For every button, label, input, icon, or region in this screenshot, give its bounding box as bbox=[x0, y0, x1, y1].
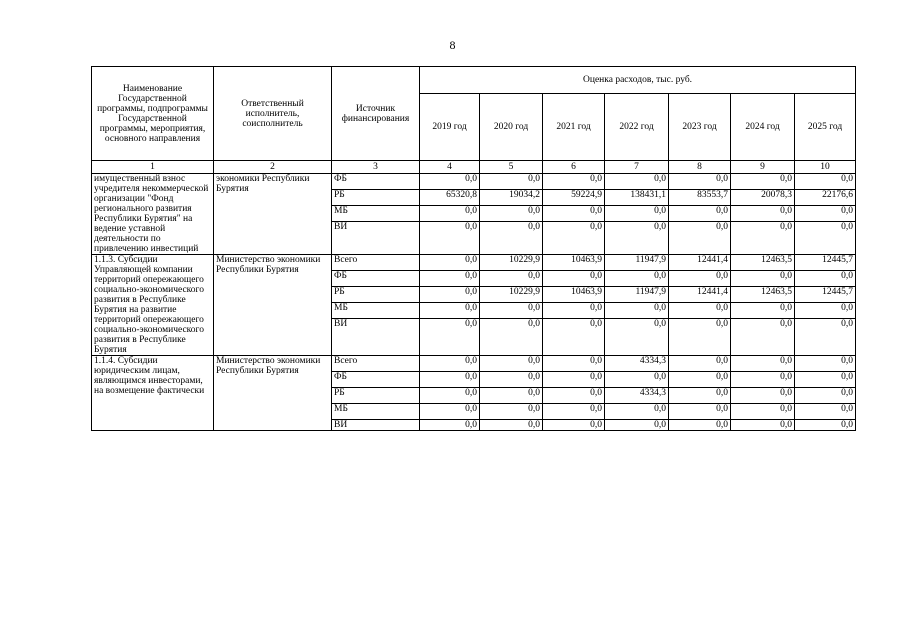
amount-cell: 0,0 bbox=[605, 404, 669, 420]
column-number: 2 bbox=[214, 161, 332, 174]
amount-cell: 0,0 bbox=[480, 372, 543, 388]
amount-cell: 0,0 bbox=[420, 271, 480, 287]
amount-cell: 0,0 bbox=[543, 356, 605, 372]
amount-cell: 19034,2 bbox=[480, 190, 543, 206]
page-number: 8 bbox=[449, 38, 456, 52]
header-expense-group: Оценка расходов, тыс. руб. bbox=[420, 67, 856, 94]
amount-cell: 0,0 bbox=[795, 372, 856, 388]
amount-cell: 0,0 bbox=[480, 388, 543, 404]
amount-cell: 0,0 bbox=[543, 271, 605, 287]
column-number: 1 bbox=[92, 161, 214, 174]
table-row bbox=[92, 174, 856, 190]
table-body bbox=[92, 174, 856, 431]
amount-cell: 0,0 bbox=[669, 404, 731, 420]
funding-source-cell: ФБ bbox=[332, 271, 420, 287]
amount-cell: 4334,3 bbox=[605, 388, 669, 404]
column-number: 7 bbox=[605, 161, 669, 174]
amount-cell: 0,0 bbox=[543, 174, 605, 190]
amount-cell: 0,0 bbox=[731, 319, 795, 356]
amount-cell: 0,0 bbox=[420, 372, 480, 388]
amount-cell: 0,0 bbox=[420, 174, 480, 190]
amount-cell: 0,0 bbox=[605, 319, 669, 356]
amount-cell: 12441,4 bbox=[669, 255, 731, 271]
amount-cell: 0,0 bbox=[480, 303, 543, 319]
funding-source-cell: ВИ bbox=[332, 222, 420, 255]
amount-cell: 0,0 bbox=[669, 372, 731, 388]
amount-cell: 0,0 bbox=[731, 206, 795, 222]
executor-cell: Министерство экономики Республики Бурятия bbox=[214, 356, 332, 431]
column-number: 4 bbox=[420, 161, 480, 174]
funding-source-cell: Всего bbox=[332, 356, 420, 372]
funding-source-cell: Всего bbox=[332, 255, 420, 271]
amount-cell: 10229,9 bbox=[480, 287, 543, 303]
amount-cell: 0,0 bbox=[420, 287, 480, 303]
column-number: 8 bbox=[669, 161, 731, 174]
amount-cell: 0,0 bbox=[731, 404, 795, 420]
amount-cell: 12441,4 bbox=[669, 287, 731, 303]
amount-cell: 0,0 bbox=[420, 388, 480, 404]
amount-cell: 20078,3 bbox=[731, 190, 795, 206]
amount-cell: 0,0 bbox=[731, 303, 795, 319]
measure-name-cell: 1.1.3. Субсидии Управляющей компании территорий опережающего социально-экономического развития в Республике Бурятия на развитие территорий опережающего социально-экономического развития в Республике Бурятия bbox=[92, 255, 214, 356]
amount-cell: 0,0 bbox=[605, 271, 669, 287]
amount-cell: 0,0 bbox=[420, 420, 480, 431]
amount-cell: 0,0 bbox=[795, 404, 856, 420]
amount-cell: 0,0 bbox=[669, 356, 731, 372]
amount-cell: 0,0 bbox=[795, 174, 856, 190]
amount-cell: 0,0 bbox=[669, 303, 731, 319]
amount-cell: 12445,7 bbox=[795, 287, 856, 303]
funding-source-cell: РБ bbox=[332, 190, 420, 206]
amount-cell: 0,0 bbox=[480, 404, 543, 420]
amount-cell: 0,0 bbox=[795, 303, 856, 319]
funding-source-cell: ВИ bbox=[332, 420, 420, 431]
amount-cell: 0,0 bbox=[731, 271, 795, 287]
header-year: 2021 год bbox=[543, 94, 605, 161]
amount-cell: 0,0 bbox=[543, 222, 605, 255]
header-year: 2019 год bbox=[420, 94, 480, 161]
amount-cell: 0,0 bbox=[795, 388, 856, 404]
amount-cell: 0,0 bbox=[543, 388, 605, 404]
amount-cell: 65320,8 bbox=[420, 190, 480, 206]
amount-cell: 0,0 bbox=[543, 303, 605, 319]
amount-cell: 0,0 bbox=[420, 404, 480, 420]
amount-cell: 11947,9 bbox=[605, 255, 669, 271]
amount-cell: 0,0 bbox=[543, 206, 605, 222]
amount-cell: 0,0 bbox=[543, 372, 605, 388]
column-number: 9 bbox=[731, 161, 795, 174]
funding-source-cell: МБ bbox=[332, 404, 420, 420]
amount-cell: 12463,5 bbox=[731, 287, 795, 303]
budget-table bbox=[91, 66, 856, 431]
amount-cell: 0,0 bbox=[731, 356, 795, 372]
amount-cell: 0,0 bbox=[669, 222, 731, 255]
column-numbers-row bbox=[92, 161, 856, 174]
header-year: 2022 год bbox=[605, 94, 669, 161]
amount-cell: 0,0 bbox=[669, 388, 731, 404]
amount-cell: 0,0 bbox=[795, 420, 856, 431]
amount-cell: 0,0 bbox=[420, 206, 480, 222]
executor-cell: Министерство экономики Республики Бурятия bbox=[214, 255, 332, 356]
amount-cell: 0,0 bbox=[795, 206, 856, 222]
amount-cell: 0,0 bbox=[669, 206, 731, 222]
amount-cell: 0,0 bbox=[420, 222, 480, 255]
header-executor: Ответственный исполнитель, соисполнитель bbox=[214, 67, 332, 161]
executor-cell: экономики Республики Бурятия bbox=[214, 174, 332, 255]
amount-cell: 0,0 bbox=[605, 222, 669, 255]
amount-cell: 0,0 bbox=[669, 174, 731, 190]
amount-cell: 12463,5 bbox=[731, 255, 795, 271]
header-name: Наименование Государственной программы, подпрограммы Государственной программы, мероприятия, основного направления bbox=[92, 67, 214, 161]
amount-cell: 0,0 bbox=[605, 303, 669, 319]
amount-cell: 0,0 bbox=[731, 174, 795, 190]
header-year: 2025 год bbox=[795, 94, 856, 161]
amount-cell: 59224,9 bbox=[543, 190, 605, 206]
funding-source-cell: ФБ bbox=[332, 372, 420, 388]
amount-cell: 0,0 bbox=[605, 206, 669, 222]
amount-cell: 0,0 bbox=[731, 388, 795, 404]
amount-cell: 0,0 bbox=[420, 356, 480, 372]
amount-cell: 0,0 bbox=[543, 319, 605, 356]
table-header bbox=[92, 67, 856, 174]
amount-cell: 0,0 bbox=[605, 420, 669, 431]
amount-cell: 0,0 bbox=[669, 319, 731, 356]
amount-cell: 0,0 bbox=[795, 222, 856, 255]
header-year: 2020 год bbox=[480, 94, 543, 161]
amount-cell: 22176,6 bbox=[795, 190, 856, 206]
column-number: 5 bbox=[480, 161, 543, 174]
amount-cell: 0,0 bbox=[420, 255, 480, 271]
amount-cell: 0,0 bbox=[480, 319, 543, 356]
measure-name-cell: имущественный взнос учредителя некоммерческой организации "Фонд регионального развития Республики Бурятия" на ведение уставной деятельности по привлечению инвестиций bbox=[92, 174, 214, 255]
funding-source-cell: МБ bbox=[332, 206, 420, 222]
amount-cell: 138431,1 bbox=[605, 190, 669, 206]
amount-cell: 4334,3 bbox=[605, 356, 669, 372]
amount-cell: 12445,7 bbox=[795, 255, 856, 271]
header-year: 2024 год bbox=[731, 94, 795, 161]
funding-source-cell: ФБ bbox=[332, 174, 420, 190]
amount-cell: 0,0 bbox=[480, 174, 543, 190]
amount-cell: 10463,9 bbox=[543, 287, 605, 303]
funding-source-cell: ВИ bbox=[332, 319, 420, 356]
column-number: 10 bbox=[795, 161, 856, 174]
header-source: Источник финансирования bbox=[332, 67, 420, 161]
amount-cell: 0,0 bbox=[480, 271, 543, 287]
amount-cell: 0,0 bbox=[420, 319, 480, 356]
column-number: 6 bbox=[543, 161, 605, 174]
amount-cell: 0,0 bbox=[795, 271, 856, 287]
measure-name-cell: 1.1.4. Субсидии юридическим лицам, являющимся инвесторами, на возмещение фактически bbox=[92, 356, 214, 431]
amount-cell: 0,0 bbox=[795, 319, 856, 356]
amount-cell: 10463,9 bbox=[543, 255, 605, 271]
amount-cell: 0,0 bbox=[543, 420, 605, 431]
column-number: 3 bbox=[332, 161, 420, 174]
table-row bbox=[92, 255, 856, 271]
funding-source-cell: РБ bbox=[332, 388, 420, 404]
amount-cell: 0,0 bbox=[480, 420, 543, 431]
amount-cell: 0,0 bbox=[480, 222, 543, 255]
amount-cell: 11947,9 bbox=[605, 287, 669, 303]
amount-cell: 0,0 bbox=[669, 420, 731, 431]
amount-cell: 0,0 bbox=[731, 372, 795, 388]
amount-cell: 0,0 bbox=[605, 372, 669, 388]
amount-cell: 0,0 bbox=[480, 206, 543, 222]
amount-cell: 0,0 bbox=[795, 356, 856, 372]
header-year: 2023 год bbox=[669, 94, 731, 161]
amount-cell: 83553,7 bbox=[669, 190, 731, 206]
amount-cell: 10229,9 bbox=[480, 255, 543, 271]
amount-cell: 0,0 bbox=[669, 271, 731, 287]
funding-source-cell: РБ bbox=[332, 287, 420, 303]
amount-cell: 0,0 bbox=[543, 404, 605, 420]
amount-cell: 0,0 bbox=[420, 303, 480, 319]
amount-cell: 0,0 bbox=[731, 420, 795, 431]
amount-cell: 0,0 bbox=[605, 174, 669, 190]
amount-cell: 0,0 bbox=[480, 356, 543, 372]
funding-source-cell: МБ bbox=[332, 303, 420, 319]
table-row bbox=[92, 356, 856, 372]
amount-cell: 0,0 bbox=[731, 222, 795, 255]
